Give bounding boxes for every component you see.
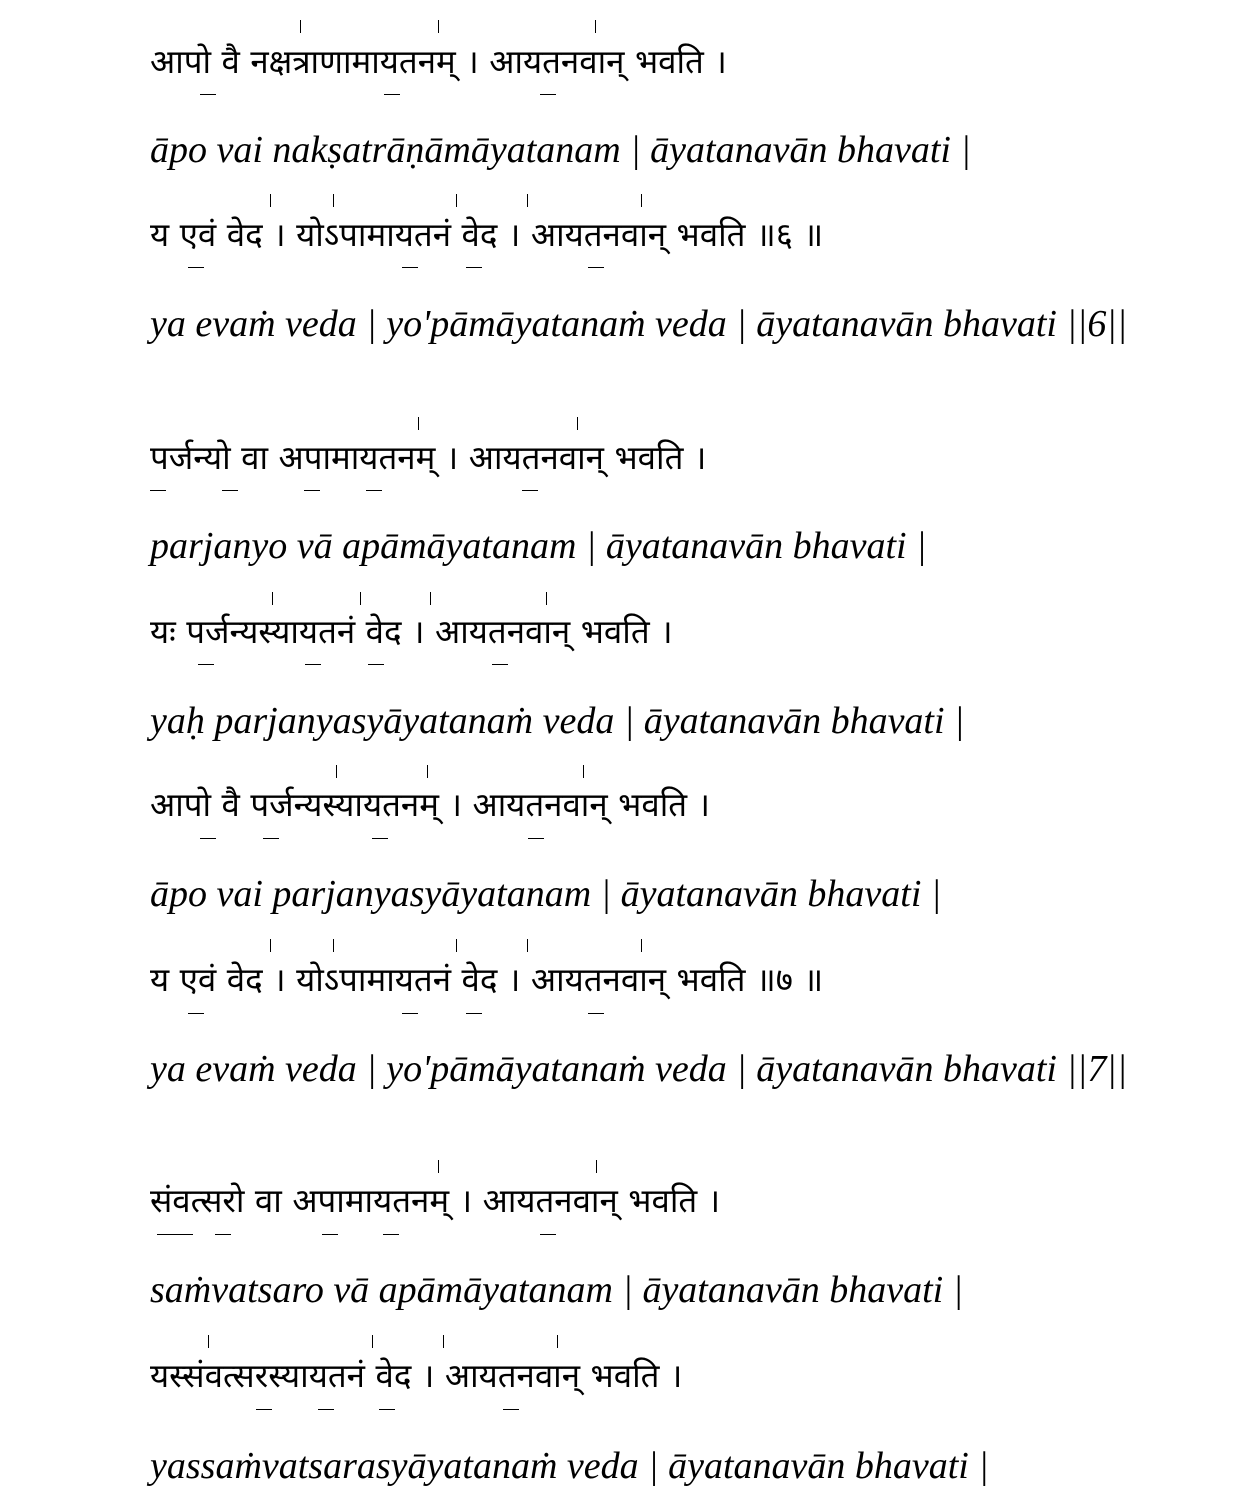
svarita-accent-mark (208, 1335, 209, 1348)
svarita-accent-mark (270, 939, 271, 952)
svarita-accent-mark (595, 20, 596, 33)
anudatta-accent-mark (366, 490, 382, 491)
anudatta-accent-mark (492, 664, 508, 665)
svarita-accent-mark (333, 939, 334, 952)
anudatta-accent-mark (215, 1234, 231, 1235)
svarita-accent-mark (336, 765, 337, 778)
devanagari-line: यः पर्जन्यस्यायतनं वेद । आयतनवान् भवति । (150, 612, 673, 651)
svarita-accent-mark (333, 194, 334, 207)
svarita-accent-mark (456, 194, 457, 207)
svarita-accent-mark (360, 592, 361, 605)
svarita-accent-mark (272, 592, 273, 605)
anudatta-accent-mark (222, 490, 238, 491)
transliteration-line: yassaṁvatsarasyāyatanaṁ veda | āyatanavān bhavati | (150, 1445, 989, 1487)
anudatta-accent-mark (256, 1409, 272, 1410)
anudatta-accent-mark (368, 664, 384, 665)
anudatta-accent-mark (150, 490, 166, 491)
svarita-accent-mark (527, 194, 528, 207)
transliteration-line: āpo vai parjanyasyāyatanam | āyatanavān bhavati | (150, 873, 942, 915)
svarita-accent-mark (427, 765, 428, 778)
anudatta-accent-mark (588, 1013, 604, 1014)
anudatta-accent-mark (466, 1013, 482, 1014)
transliteration-line: saṁvatsaro vā apāmāyatanam | āyatanavān bhavati | (150, 1269, 964, 1311)
anudatta-accent-mark (384, 94, 400, 95)
transliteration-line: yaḥ parjanyasyāyatanaṁ veda | āyatanavān bhavati | (150, 700, 965, 742)
transliteration-line: ya evaṁ veda | yo'pāmāyatanaṁ veda | āyatanavān bhavati ||6|| (150, 303, 1128, 345)
devanagari-line: पर्जन्यो वा अपामायतनम् । आयतनवान् भवति । (150, 438, 707, 477)
anudatta-accent-mark (588, 267, 604, 268)
devanagari-line: य एवं वेद । योऽपामायतनं वेद । आयतनवान् भवति ॥६ ॥ (150, 215, 824, 254)
svarita-accent-mark (438, 1160, 439, 1173)
svarita-accent-mark (430, 592, 431, 605)
anudatta-accent-mark (466, 267, 482, 268)
devanagari-line: आपो वै नक्षत्राणामायतनम् । आयतनवान् भवति । (150, 42, 727, 81)
anudatta-accent-mark (305, 664, 321, 665)
devanagari-line: संवत्सरो वा अपामायतनम् । आयतनवान् भवति । (150, 1181, 721, 1220)
anudatta-accent-mark (188, 267, 204, 268)
anudatta-accent-mark (198, 664, 214, 665)
anudatta-accent-mark (372, 838, 388, 839)
svarita-accent-mark (438, 20, 439, 33)
anudatta-accent-mark (402, 267, 418, 268)
svarita-accent-mark (456, 939, 457, 952)
transliteration-line: āpo vai nakṣatrāṇāmāyatanam | āyatanavān bhavati | (150, 129, 971, 171)
anudatta-accent-mark (263, 838, 279, 839)
anudatta-accent-mark (528, 838, 544, 839)
devanagari-line: आपो वै पर्जन्यस्यायतनम् । आयतनवान् भवति । (150, 785, 711, 824)
anudatta-accent-mark (402, 1013, 418, 1014)
svarita-accent-mark (527, 939, 528, 952)
anudatta-accent-mark (540, 1234, 556, 1235)
anudatta-accent-mark (322, 1234, 338, 1235)
svarita-accent-mark (270, 194, 271, 207)
anudatta-accent-mark (188, 1013, 204, 1014)
anudatta-accent-mark (157, 1234, 193, 1235)
devanagari-line: य एवं वेद । योऽपामायतनं वेद । आयतनवान् भवति ॥७ ॥ (150, 960, 824, 999)
svarita-accent-mark (557, 1335, 558, 1348)
transliteration-line: parjanyo vā apāmāyatanam | āyatanavān bhavati | (150, 525, 927, 567)
svarita-accent-mark (641, 939, 642, 952)
svarita-accent-mark (583, 765, 584, 778)
svarita-accent-mark (443, 1335, 444, 1348)
svarita-accent-mark (577, 417, 578, 430)
transliteration-line: ya evaṁ veda | yo'pāmāyatanaṁ veda | āyatanavān bhavati ||7|| (150, 1048, 1128, 1090)
anudatta-accent-mark (540, 94, 556, 95)
anudatta-accent-mark (318, 1409, 334, 1410)
anudatta-accent-mark (379, 1409, 395, 1410)
svarita-accent-mark (300, 20, 301, 33)
svarita-accent-mark (596, 1160, 597, 1173)
anudatta-accent-mark (503, 1409, 519, 1410)
svarita-accent-mark (418, 417, 419, 430)
anudatta-accent-mark (200, 838, 216, 839)
anudatta-accent-mark (383, 1234, 399, 1235)
devanagari-line: यस्संवत्सरस्यायतनं वेद । आयतनवान् भवति । (150, 1356, 683, 1395)
svarita-accent-mark (546, 592, 547, 605)
svarita-accent-mark (372, 1335, 373, 1348)
anudatta-accent-mark (200, 94, 216, 95)
svarita-accent-mark (641, 194, 642, 207)
anudatta-accent-mark (522, 490, 538, 491)
anudatta-accent-mark (304, 490, 320, 491)
